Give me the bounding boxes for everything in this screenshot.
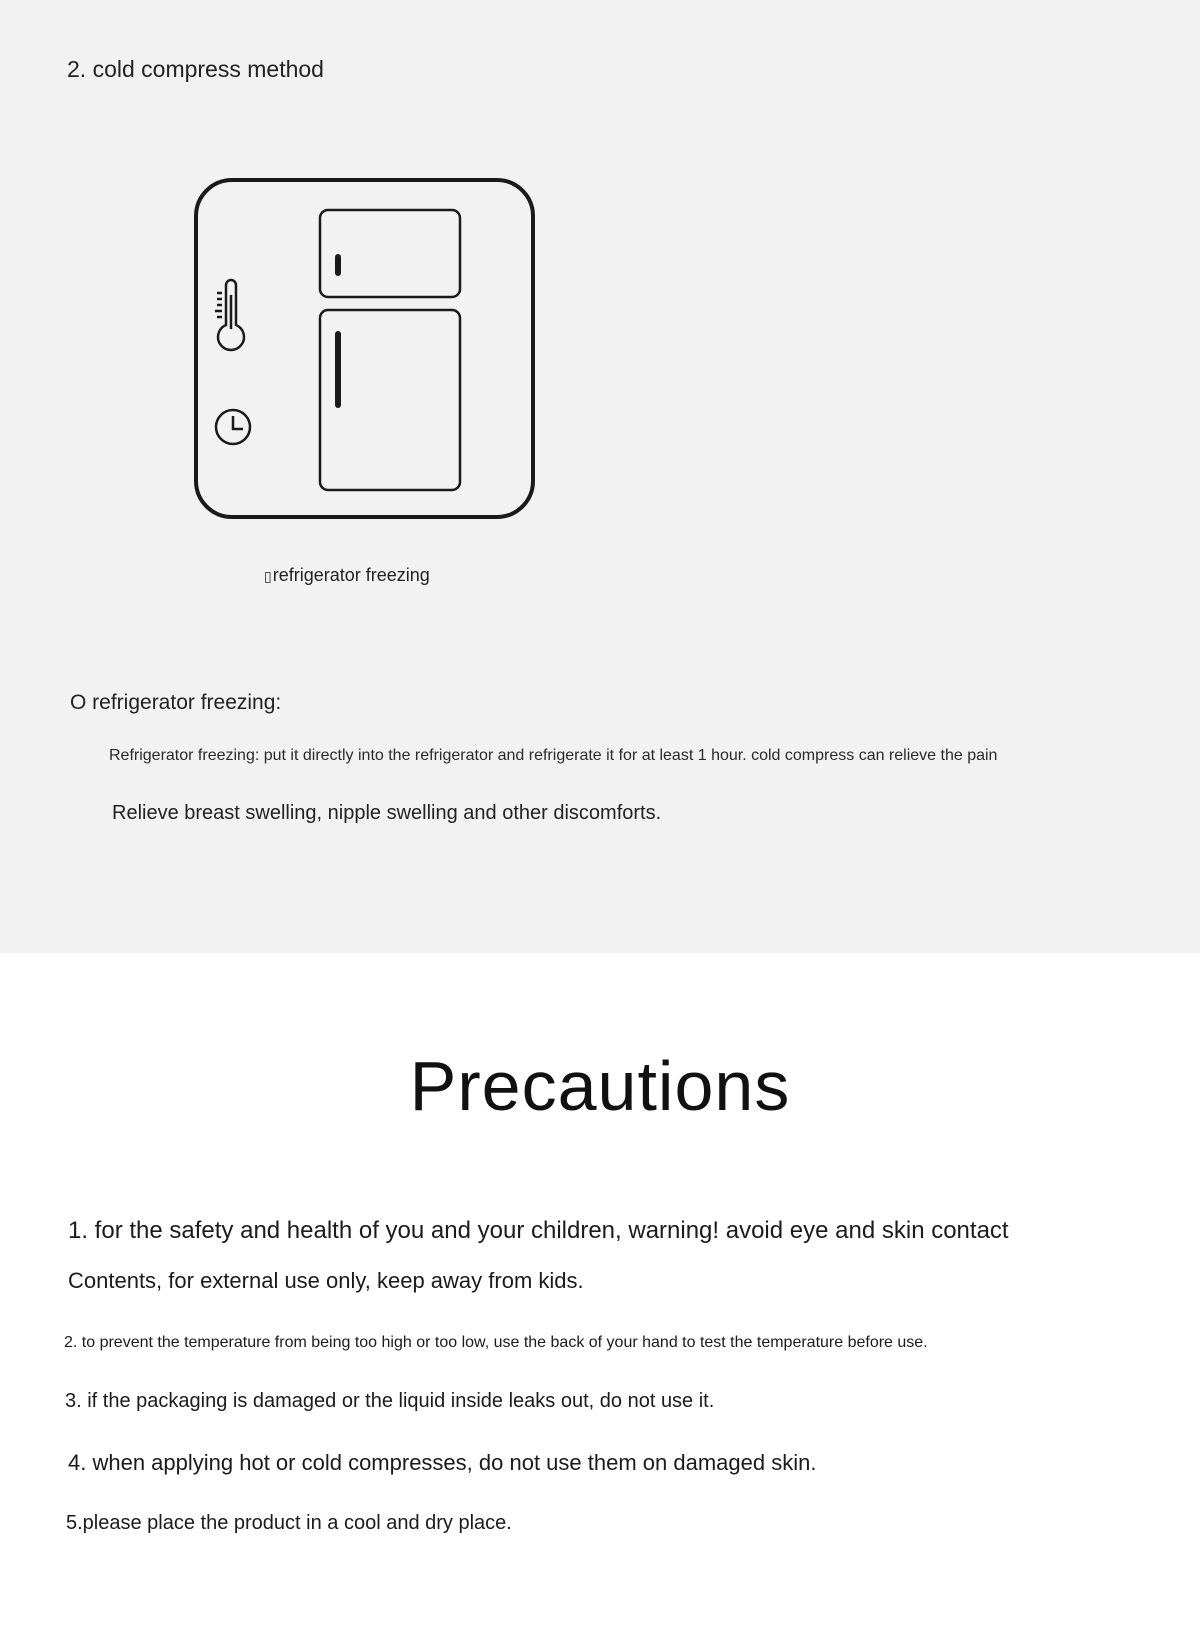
precaution-item-4: 4. when applying hot or cold compresses, do not use them on damaged skin.: [68, 1450, 817, 1475]
caption-marker: ▯: [264, 568, 272, 584]
illustration-caption: [264, 565, 430, 586]
sub-heading: O refrigerator freezing:: [70, 691, 282, 714]
precaution-item-2: 2. to prevent the temperature from being too high or too low, use the back of your hand to test the temperature before use.: [64, 1334, 928, 1351]
illustration-svg: [193, 177, 537, 521]
section-heading: 2. cold compress method: [67, 56, 324, 82]
caption-text: refrigerator freezing: [272, 565, 430, 585]
clock-icon: [216, 410, 250, 444]
precaution-item-1-line-2: Contents, for external use only, keep away from kids.: [68, 1268, 584, 1293]
refrigerator-illustration: [193, 177, 537, 521]
precautions-title: Precautions: [409, 1047, 791, 1125]
precaution-item-3: 3. if the packaging is damaged or the liquid inside leaks out, do not use it.: [65, 1390, 715, 1412]
refrigerator-icon: [320, 210, 460, 490]
precaution-item-5: 5.please place the product in a cool and dry place.: [66, 1512, 512, 1534]
precaution-item-1-line-1: 1. for the safety and health of you and your children, warning! avoid eye and skin contact: [68, 1217, 1009, 1244]
description-line-1: Refrigerator freezing: put it directly into the refrigerator and refrigerate it for at least 1 hour. cold compress can relieve the pain: [109, 747, 998, 764]
thermometer-icon: [215, 280, 244, 350]
description-line-2: Relieve breast swelling, nipple swelling and other discomforts.: [112, 802, 662, 824]
